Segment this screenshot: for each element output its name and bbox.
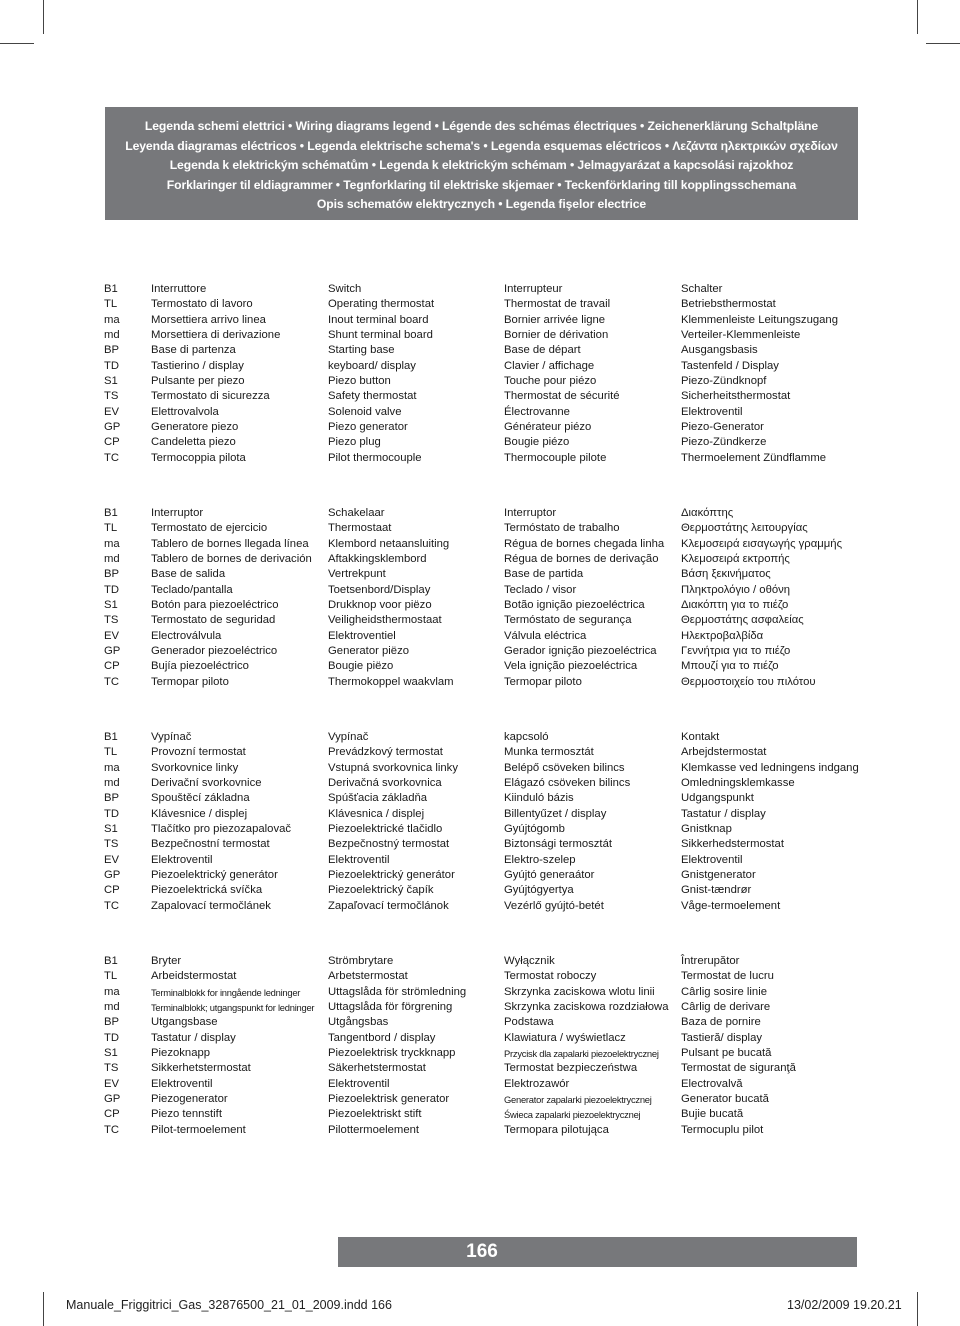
legend-code: TS [104, 390, 119, 403]
crop-mark [43, 0, 44, 34]
legend-term: Terminalblokk; utgangspunkt for ledninger [151, 1002, 315, 1014]
legend-term: Podstawa [504, 1016, 554, 1029]
legend-term: Thermostaat [328, 522, 392, 535]
legend-code: md [104, 329, 120, 342]
legend-term: Piezoelektrický čapík [328, 884, 434, 897]
legend-term: Διακόπτης [681, 507, 734, 519]
crop-mark [917, 0, 918, 34]
legend-term: Thermostat de sécurité [504, 390, 620, 403]
footer-file-name: Manuale_Friggitrici_Gas_32876500_21_01_2009.indd 166 [66, 1298, 392, 1312]
crop-mark [926, 43, 960, 44]
legend-code: S1 [104, 823, 118, 836]
page-number: 166 [466, 1241, 498, 1262]
legend-term: Piezo generator [328, 421, 408, 434]
legend-term: Våge-termoelement [681, 899, 781, 912]
legend-term: Starting base [328, 344, 395, 357]
legend-term: Cârlig de derivare [681, 1001, 771, 1014]
legend-term: Διακόπτη για το πιέζο [681, 599, 789, 612]
legend-term: Interruttore [151, 283, 207, 295]
legend-term: Base de départ [504, 344, 581, 357]
legend-term: Régua de bornes chegada linha [504, 537, 665, 550]
legend-term: Thermostat de travail [504, 298, 611, 311]
legend-term: Baza de pornire [681, 1016, 761, 1029]
legend-term: Κλεμοσειρά εισαγωγής γραμμής [681, 537, 843, 550]
legend-code: GP [104, 869, 121, 882]
legend-term: keyboard/ display [328, 359, 416, 372]
legend-term: Termopara pilotująca [504, 1123, 609, 1136]
legend-term: Botão ignição piezoeléctrica [504, 599, 645, 612]
legend-term: Piezo-Generator [681, 421, 764, 434]
legend-code: md [104, 553, 120, 566]
legend-term: Schalter [681, 283, 723, 295]
legend-term: Termóstato de trabalho [504, 522, 620, 535]
legend-term: Uttagslåda för strömledning [328, 985, 467, 998]
legend-term: Clavier / affichage [504, 359, 595, 372]
legend-term: Piezoknapp [151, 1047, 211, 1060]
crop-mark [43, 1292, 44, 1326]
legend-term: Κλεμοσειρά εκτροπής [681, 553, 790, 566]
legend-term: Tastierino / display [151, 359, 244, 372]
legend-code: TL [104, 522, 118, 535]
legend-term: Arbeidstermostat [151, 970, 237, 983]
legend-term: Termopar piloto [151, 675, 229, 688]
legend-term: Generator zapalarki piezoelektrycznej [504, 1094, 652, 1106]
legend-term: Piezoelektrisk generator [328, 1093, 450, 1106]
legend-term: Ηλεκτροβαλβίδα [681, 629, 764, 642]
legend-term: Base de salida [151, 568, 226, 581]
legend-term: Tlačítko pro piezozapalovač [151, 823, 292, 836]
legend-term: Schakelaar [328, 507, 385, 519]
legend-term: Bornier de dérivation [504, 329, 609, 342]
legend-term: Sikkerhedstermostat [681, 838, 784, 851]
legend-term: Wyłącznik [504, 955, 555, 967]
legend-term: Switch [328, 283, 362, 295]
legend-term: Terminalblokk for inngående ledninger [151, 986, 301, 998]
legend-term: Operating thermostat [328, 298, 435, 311]
legend-code: GP [104, 421, 121, 434]
legend-term: Kontakt [681, 731, 720, 743]
legend-term: Strömbrytare [328, 955, 394, 967]
legend-term: Termostato de ejercicio [151, 522, 268, 535]
legend-term: Tastenfeld / Display [681, 359, 779, 372]
legend-term: Klávesnice / displej [151, 807, 248, 820]
legend-term: Prevádzkový termostat [328, 746, 443, 759]
legend-term: Svorkovnice linky [151, 761, 239, 774]
legend-term: Ausgangsbasis [681, 344, 758, 357]
legend-code: TD [104, 1031, 120, 1044]
legend-term: Kiinduló bázis [504, 792, 574, 805]
legend-term: Générateur piézo [504, 421, 592, 434]
legend-term: Interruptor [151, 507, 204, 519]
legend-term: Elektroventiel [328, 629, 396, 642]
legend-term: Derivační svorkovnice [151, 777, 262, 790]
legend-term: Verteiler-Klemmenleiste [681, 329, 801, 342]
legend-code: TD [104, 807, 120, 820]
legend-term: Candeletta piezo [151, 436, 236, 449]
legend-term: Tastatur / display [681, 807, 766, 820]
legend-term: Gyújtógyertya [504, 884, 574, 897]
legend-term: Arbejdstermostat [681, 746, 767, 759]
legend-term: Skrzynka zaciskowa wlotu linii [504, 985, 655, 998]
legend-term: Πληκτρολόγιο / οθόνη [681, 583, 791, 596]
legend-term: Θερμοστάτης λειτουργίας [681, 522, 808, 535]
legend-term: Elektroventil [151, 1077, 213, 1090]
legend-term: Spúšťacia základňa [328, 792, 428, 805]
legend-code: TD [104, 583, 120, 596]
legend-term: Base de partida [504, 568, 584, 581]
legend-term: Generador piezoeléctrico [151, 645, 278, 658]
legend-code: ma [104, 985, 120, 998]
legend-code: TL [104, 970, 118, 983]
legend-term: Gnistknap [681, 823, 732, 836]
legend-term: Pulsante per piezo [151, 375, 245, 388]
legend-term: Θερμοστοιχείο του πιλότου [681, 675, 816, 688]
legend-code: CP [104, 1108, 120, 1121]
legend-term: Vypínač [151, 731, 192, 743]
legend-term: Zapaľovací termočlánok [328, 899, 449, 912]
legend-term: Termocoppia pilota [151, 451, 246, 464]
legend-term: Morsettiera di derivazione [151, 329, 281, 342]
legend-code: B1 [104, 955, 118, 967]
legend-term: Électrovanne [504, 405, 570, 418]
legend-term: Gerador ignição piezoeléctrica [504, 645, 657, 658]
legend-term: Tastieră/ display [681, 1031, 762, 1044]
legend-code: B1 [104, 731, 118, 743]
legend-code: TS [104, 1062, 119, 1075]
legend-code: BP [104, 1016, 120, 1029]
legend-term: Klawiatura / wyświetlacz [504, 1031, 626, 1044]
legend-term: Elektroventil [151, 853, 213, 866]
legend-term: Piezo tennstift [151, 1108, 222, 1121]
legend-term: Thermocouple pilote [504, 451, 607, 464]
legend-term: Gyújtó generaátor [504, 869, 595, 882]
legend-term: Interruptor [504, 507, 557, 519]
header-line: Legenda schemi elettrici • Wiring diagrams legend • Légende des schémas électriques • Zeichenerklärung Schaltpläne [144, 119, 819, 133]
legend-term: Tablero de bornes llegada línea [151, 537, 309, 550]
legend-term: Vypínač [328, 731, 369, 743]
legend-term: Bezpečnostný termostat [328, 838, 450, 851]
legend-term: Morsettiera arrivo linea [151, 313, 266, 326]
legend-term: Uttagslåda för förgrening [328, 1001, 453, 1014]
legend-code: GP [104, 645, 121, 658]
legend-term: Piezoelektrické tlačidlo [328, 823, 443, 836]
legend-term: Omledningsklemkasse [681, 777, 795, 790]
legend-term: Munka termosztát [504, 746, 594, 759]
legend-code: ma [104, 313, 120, 326]
legend-term: Udgangspunkt [681, 792, 754, 805]
legend-term: Utgangsbase [151, 1016, 218, 1029]
legend-term: Elettrovalvola [151, 405, 219, 418]
legend-term: Γεννήτρια για το πιέζο [681, 645, 791, 658]
legend-term: Drukknop voor piëzo [328, 599, 432, 612]
legend-term: Interrupteur [504, 283, 563, 295]
header-line: Legenda k elektrickým schématům • Legenda k elektrickým schémam • Jelmagyarázat a kapcsolási rajzokhoz [169, 158, 794, 173]
legend-term: Spouštěcí základna [151, 792, 250, 805]
legend-term: Βάση ξεκινήματος [681, 568, 771, 581]
legend-term: Piezo button [328, 375, 391, 388]
legend-term: Piezoelektrisk tryckknapp [328, 1047, 456, 1060]
legend-term: Klembord netaansluiting [328, 537, 450, 550]
legend-term: Belépő csöveken bilincs [504, 761, 625, 774]
legend-term: Bujía piezoeléctrico [151, 660, 249, 673]
legend-term: Base di partenza [151, 344, 236, 357]
legend-term: Termostat roboczy [504, 970, 597, 983]
legend-term: Termostato di sicurezza [151, 390, 270, 403]
legend-term: Pilot-termoelement [151, 1123, 246, 1136]
legend-term: Thermoelement Zündflamme [681, 451, 827, 464]
legend-term: Termopar piloto [504, 675, 582, 688]
legend-term: Electroválvula [151, 629, 222, 642]
legend-header [105, 107, 858, 220]
legend-term: Bougie piëzo [328, 660, 394, 673]
legend-term: Piezogenerator [151, 1093, 228, 1106]
legend-term: Solenoid valve [328, 405, 402, 418]
legend-code: CP [104, 660, 120, 673]
legend-code: GP [104, 1093, 121, 1106]
header-line: Forklaringer til eldiagrammer • Tegnforklaring til elektriske skjemaer • Teckenförklaring till kopplingsschemana [166, 177, 797, 192]
crop-mark [0, 43, 34, 44]
header-line: Opis schematów elektrycznych • Legenda fişelor electrice [316, 197, 647, 212]
legend-code: TD [104, 359, 120, 372]
crop-mark [917, 1292, 918, 1326]
legend-term: Botón para piezoeléctrico [151, 599, 279, 612]
legend-term: Piezoelektriskt stift [328, 1108, 422, 1121]
legend-term: Bougie piézo [504, 436, 570, 449]
legend-code: B1 [104, 507, 118, 519]
legend-term: Întrerupător [681, 955, 740, 967]
legend-term: Thermokoppel waakvlam [328, 675, 454, 688]
legend-term: Vertrekpunt [328, 568, 386, 581]
legend-code: S1 [104, 599, 118, 612]
page-number-bar [338, 1237, 857, 1267]
legend-term: Safety thermostat [328, 390, 417, 403]
legend-term: Toetsenbord/Display [328, 583, 431, 596]
legend-code: EV [104, 629, 120, 642]
legend-code: CP [104, 884, 120, 897]
legend-code: TC [104, 675, 120, 688]
legend-term: Piezoelektrická svíčka [151, 884, 263, 897]
legend-term: Tastatur / display [151, 1031, 236, 1044]
legend-code: TS [104, 838, 119, 851]
legend-term: Piezoelektrický generátor [328, 869, 455, 882]
legend-term: Μπουζί για το πιέζο [681, 660, 779, 673]
legend-code: TC [104, 1123, 120, 1136]
legend-code: BP [104, 568, 120, 581]
legend-code: TC [104, 899, 120, 912]
legend-term: Bornier arrivée ligne [504, 313, 606, 326]
legend-term: Elágazó csöveken bilincs [504, 777, 631, 790]
legend-code: ma [104, 537, 120, 550]
legend-term: Provozní termostat [151, 746, 246, 759]
legend-term: Termostato de seguridad [151, 614, 276, 627]
legend-term: Termostat bezpieczeństwa [504, 1062, 638, 1075]
legend-term: Electrovalvă [681, 1077, 743, 1090]
legend-term: Elektroventil [328, 1077, 390, 1090]
legend-term: Świeca zapalarki piezoelektrycznej [504, 1109, 641, 1121]
legend-term: Betriebsthermostat [681, 298, 776, 311]
legend-term: Sikkerhetstermostat [151, 1062, 251, 1075]
legend-term: Generator piëzo [328, 645, 410, 658]
legend-term: Elektrozawór [504, 1077, 570, 1090]
legend-code: BP [104, 792, 120, 805]
legend-term: Skrzynka zaciskowa rozdziałowa [504, 1001, 669, 1014]
legend-term: Válvula eléctrica [504, 629, 587, 642]
legend-term: Régua de bornes de derivação [504, 553, 659, 566]
legend-term: Biztonsági termosztát [504, 838, 612, 851]
legend-term: Termostat de siguranţă [681, 1062, 796, 1075]
legend-term: Przycisk dla zapalarki piezoelektrycznej [504, 1048, 659, 1060]
legend-term: Arbetstermostat [328, 970, 408, 983]
legend-term: Teclado/pantalla [151, 583, 233, 596]
legend-code: B1 [104, 283, 118, 295]
legend-term: Termocuplu pilot [681, 1123, 764, 1136]
legend-term: Bezpečnostní termostat [151, 838, 270, 851]
legend-term: Pilot thermocouple [328, 451, 422, 464]
legend-term: Veiligheidsthermostaat [328, 614, 442, 627]
legend-code: S1 [104, 1047, 118, 1060]
legend-term: Klemmenleiste Leitungszugang [681, 313, 838, 326]
legend-code: S1 [104, 375, 118, 388]
legend-term: Elektroventil [328, 853, 390, 866]
legend-term: Termostato di lavoro [151, 298, 253, 311]
legend-term: Klávesnica / displej [328, 807, 425, 820]
legend-term: Gnistgenerator [681, 869, 756, 882]
legend-term: Billentyűzet / display [504, 807, 607, 820]
legend-term: Zapalovací termočlánek [151, 899, 271, 912]
legend-term: Bryter [151, 955, 182, 967]
legend-term: Piezo-Zündkerze [681, 436, 767, 449]
legend-term: Vstupná svorkovnica linky [328, 761, 458, 774]
legend-term: kapcsoló [504, 731, 549, 743]
legend-term: Piezoelektrický generátor [151, 869, 278, 882]
legend-term: Sicherheitsthermostat [681, 390, 791, 403]
legend-term: Piezo plug [328, 436, 381, 449]
legend-term: Klemkasse ved ledningens indgang [681, 761, 859, 774]
legend-code: ma [104, 761, 120, 774]
legend-term: Inout terminal board [328, 313, 429, 326]
legend-term: Derivačná svorkovnica [328, 777, 442, 790]
legend-term: Shunt terminal board [328, 329, 433, 342]
legend-code: CP [104, 436, 120, 449]
legend-term: Gnist-tændrør [681, 884, 752, 897]
legend-term: Pulsant pe bucată [681, 1047, 772, 1060]
legend-term: Elektroventil [681, 853, 743, 866]
legend-code: TC [104, 451, 120, 464]
legend-term: Vela ignição piezoeléctrica [504, 660, 638, 673]
legend-term: Termóstato de segurança [504, 614, 632, 627]
legend-term: Teclado / visor [504, 583, 577, 596]
legend-term: Elektroventil [681, 405, 743, 418]
legend-term: Elektro-szelep [504, 853, 576, 866]
legend-code: EV [104, 853, 120, 866]
legend-term: Generatore piezo [151, 421, 239, 434]
legend-term: Bujie bucată [681, 1108, 744, 1121]
legend-term: Vezérlő gyújtó-betét [504, 899, 604, 912]
legend-term: Utgångsbas [328, 1016, 389, 1029]
legend-term: Termostat de lucru [681, 970, 774, 983]
legend-code: md [104, 777, 120, 790]
legend-code: md [104, 1001, 120, 1014]
legend-term: Cârlig sosire linie [681, 985, 768, 998]
legend-term: Säkerhetstermostat [328, 1062, 426, 1075]
legend-code: EV [104, 405, 120, 418]
footer-timestamp: 13/02/2009 19.20.21 [787, 1298, 902, 1312]
legend-term: Piezo-Zündknopf [681, 375, 767, 388]
legend-code: TL [104, 746, 118, 759]
legend-code: EV [104, 1077, 120, 1090]
legend-code: TL [104, 298, 118, 311]
legend-term: Tablero de bornes de derivación [151, 553, 312, 566]
legend-code: TS [104, 614, 119, 627]
legend-term: Θερμοστάτης ασφαλείας [681, 614, 804, 627]
legend-term: Aftakkingsklembord [328, 553, 427, 566]
legend-term: Generator bucată [681, 1093, 769, 1106]
legend-term: Touche pour piézo [504, 375, 597, 388]
header-line: Leyenda diagramas eléctricos • Legenda elektrische schema's • Legenda esquemas eléctricos • Λεζάντα ηλεκτρικών σχεδίων [125, 138, 838, 153]
legend-term: Gyújtógomb [504, 823, 565, 836]
legend-term: Pilottermoelement [328, 1123, 420, 1136]
legend-code: BP [104, 344, 120, 357]
legend-term: Tangentbord / display [328, 1031, 436, 1044]
